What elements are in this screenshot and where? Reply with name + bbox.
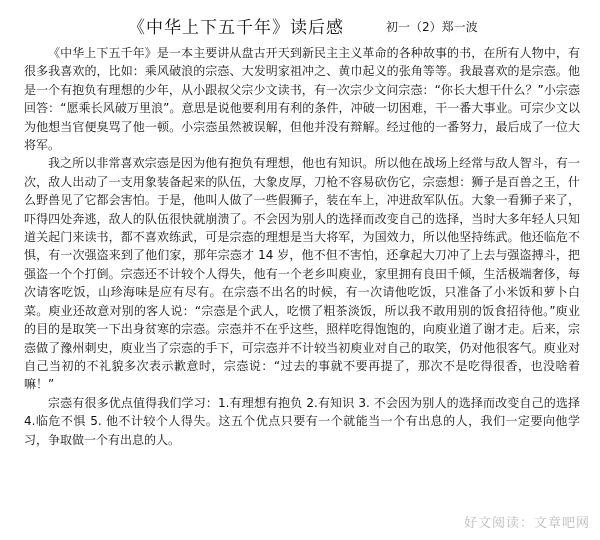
document-title: 《中华上下五千年》读后感 xyxy=(128,18,344,38)
author-byline: 初一（2）郑一波 xyxy=(386,20,478,34)
site-watermark: 好文阅读：文章吧网 xyxy=(463,516,590,531)
document-header xyxy=(0,10,600,40)
document-body xyxy=(24,44,580,522)
paragraph-reasons: 我之所以非常喜欢宗悫是因为他有抱负有理想，他也有知识。所以他在战场上经常与敌人智斗，有一次，敌人出动了一支用象装备起来的队伍，大象皮厚，刀枪不容易砍伤它，宗悫想：狮子是百兽之王，什么野兽见了它都会害怕。于是，他叫人做了一些假狮子，装在车上，冲进敌军队伍。大象一看狮子来了，吓得四处奔逃，敌人的队伍很快就崩溃了。不会因为别人的选择而改变自己的选择，当时大多年轻人只知道关起门来读书，都不喜欢练武，可是宗悫的理想是当大将军，为国效力，所以他坚持练武。他还临危不惧，有一次强盗来到了他们家，那年宗悫才 14 岁，他不但不害怕，还拿起大刀冲了上去与强盗搏斗，把强盗一个个打倒。宗悫还不计较个人得失，他有一个老乡叫庾业，家里拥有良田千倾，生活极端奢侈，每次请客吃饭，山珍海味是应有尽有。在宗悫不出名的时候，有一次请他吃饭，只准备了小米饭和萝卜白菜。庾业还故意对别的客人说：“宗悫是个武人，吃惯了粗茶淡饭，所以我不敢用别的饭食招待他。”庾业的目的是取笑一下出身贫寒的宗悫。宗悫并不在乎这些，照样吃得饱饱的，向庾业道了谢才走。后来，宗悫做了豫州刺史，庾业当了宗悫的手下，可宗悫并不计较当初庾业对自己的取笑，仍对他很客气。庾业对自己当初的不礼貌多次表示歉意时，宗悫说：“过去的事就不要再提了，那次不是吃得很香，也没啥着嘛！” xyxy=(24,156,580,392)
paragraph-conclusion: 宗悫有很多优点值得我们学习：1.有理想有抱负 2.有知识 3. 不会因为别人的选择而改变自己的选择 4.临危不惧 5. 他不计较个人得失。这五个优点只要有一个就能当一个有出息的人，我们一定要向他学习，争取做一个有出息的人。 xyxy=(24,395,580,447)
paragraph-intro: 《中华上下五千年》是一本主要讲从盘古开天到新民主主义革命的各种故事的书，在所有人物中，有很多我喜欢的，比如：乘风破浪的宗悫、大发明家祖冲之、黄巾起义的张角等等。我最喜欢的是宗悫。他是一个有抱负有理想的少年，从小跟叔父宗少文读书，有一次宗少文问宗悫：“你长大想干什么？”小宗悫回答：“愿乘长风破万里浪”。意思是说他要利用有利的条件，冲破一切困难，干一番大事业。可宗少文以为他想当官便臭骂了他一顿。小宗悫虽然被误解，但他并没有辩解。经过他的一番努力，最后成了一位大将军。 xyxy=(24,46,580,153)
